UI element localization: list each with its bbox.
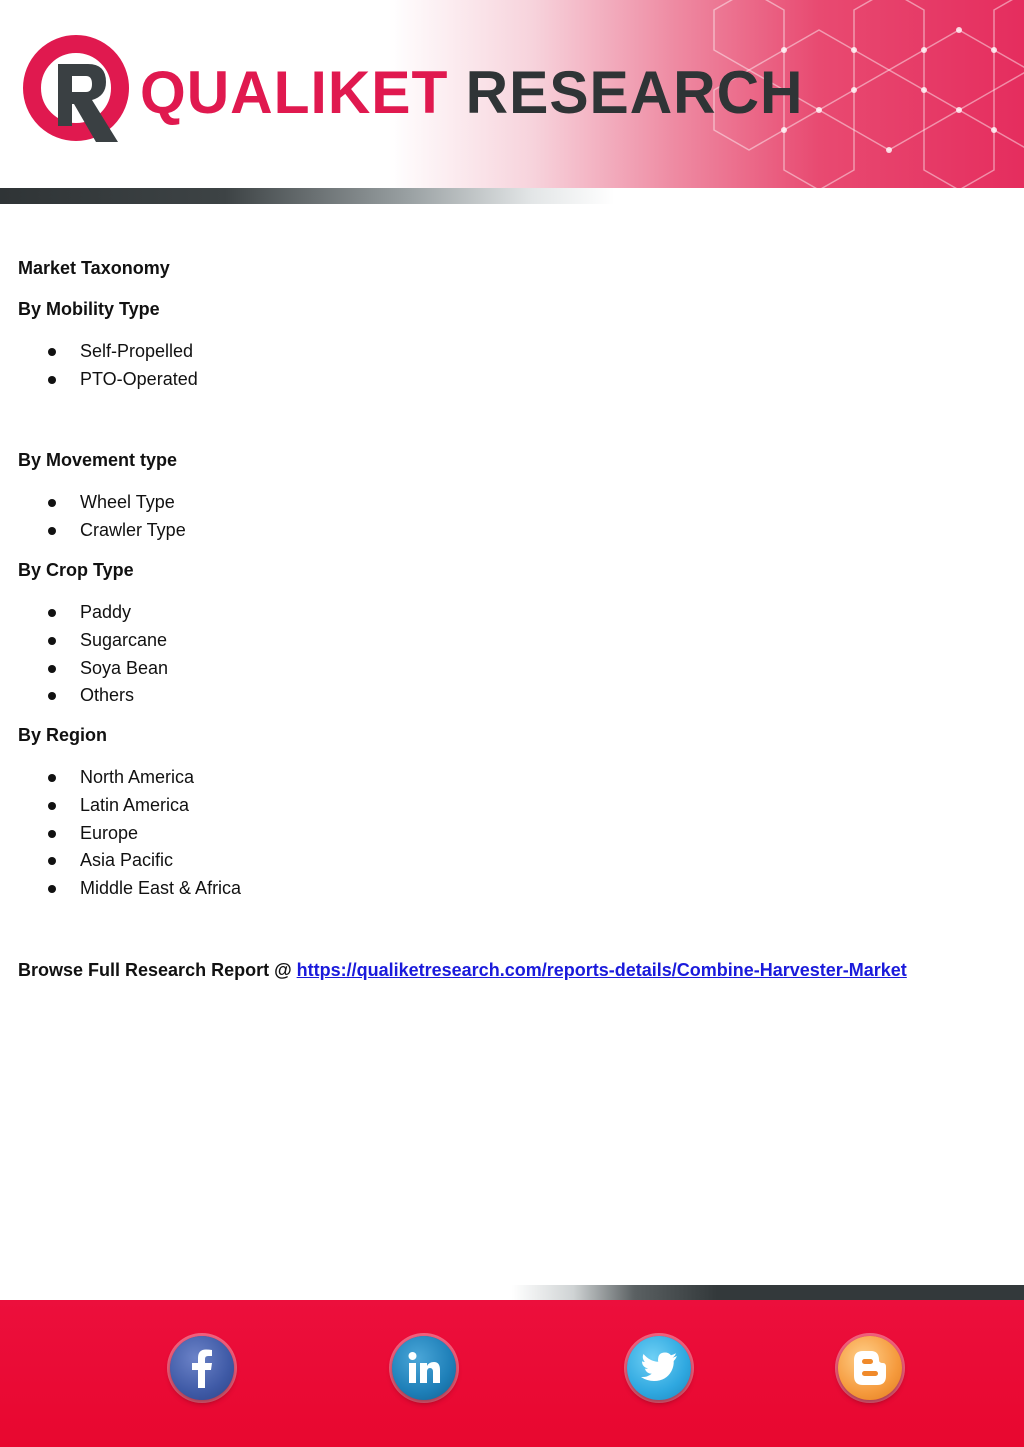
twitter-icon[interactable] [627, 1336, 691, 1400]
browse-label: Browse Full Research Report @ [18, 960, 297, 980]
brand-name-part2: RESEARCH [465, 59, 804, 126]
region-list [18, 764, 241, 903]
crop-type-list [18, 599, 168, 710]
list-item [18, 627, 168, 655]
document-title: Market Taxonomy [18, 258, 170, 278]
bullet-icon [48, 692, 56, 700]
list-item [18, 599, 168, 627]
linkedin-glyph [406, 1350, 442, 1386]
brand-name-part1: QUALIKET [140, 59, 449, 126]
logo-q-mark [22, 34, 134, 150]
twitter-bird-glyph [640, 1352, 678, 1384]
list-item [18, 820, 241, 848]
list-item-text: Sugarcane [80, 629, 168, 650]
list-item-text: PTO-Operated [80, 368, 198, 389]
list-item-text: Crawler Type [80, 519, 186, 540]
list-item-text: Others [80, 685, 135, 706]
bullet-icon [48, 637, 56, 645]
report-link[interactable]: https://qualiketresearch.com/reports-details/Combine-Harvester-Market [296, 960, 907, 980]
list-item [18, 338, 198, 366]
list-item-text: Wheel Type [80, 492, 175, 512]
browse-report-line [18, 958, 907, 982]
bullet-icon [48, 857, 56, 865]
mobility-type-list [18, 338, 198, 394]
bullet-icon [48, 609, 56, 617]
list-item-text: Paddy [80, 602, 132, 622]
list-item [18, 366, 198, 394]
header-divider-stripe [0, 188, 1024, 204]
page-header [0, 0, 1024, 190]
list-item [18, 655, 168, 683]
bullet-icon [48, 527, 56, 535]
bullet-icon [48, 665, 56, 673]
bullet-icon [48, 830, 56, 838]
section-heading-crop: By Crop Type [18, 560, 134, 580]
list-item-text: North America [80, 767, 195, 787]
section-heading-region: By Region [18, 725, 108, 745]
bullet-icon [48, 499, 56, 507]
list-item-text: Soya Bean [80, 657, 169, 678]
list-item [18, 847, 241, 875]
list-item [18, 792, 241, 820]
list-item [18, 517, 186, 545]
list-item-text: Latin America [80, 794, 190, 815]
blogger-icon[interactable] [838, 1336, 902, 1400]
movement-type-list [18, 489, 186, 545]
blogger-glyph [853, 1350, 887, 1386]
list-item [18, 682, 168, 710]
bullet-icon [48, 348, 56, 356]
list-item-text: Middle East & Africa [80, 878, 242, 899]
bullet-icon [48, 774, 56, 782]
bullet-icon [48, 376, 56, 384]
facebook-icon[interactable] [170, 1336, 234, 1400]
list-item [18, 489, 186, 517]
list-item [18, 875, 241, 903]
list-item [18, 764, 241, 792]
linkedin-icon[interactable] [392, 1336, 456, 1400]
bullet-icon [48, 885, 56, 893]
section-heading-mobility: By Mobility Type [18, 299, 160, 319]
bullet-icon [48, 802, 56, 810]
brand-name [140, 60, 804, 126]
section-heading-movement: By Movement type [18, 450, 178, 470]
facebook-glyph [187, 1348, 217, 1388]
list-item-text: Self-Propelled [80, 341, 194, 361]
list-item-text: Europe [80, 822, 139, 843]
list-item-text: Asia Pacific [80, 850, 174, 871]
